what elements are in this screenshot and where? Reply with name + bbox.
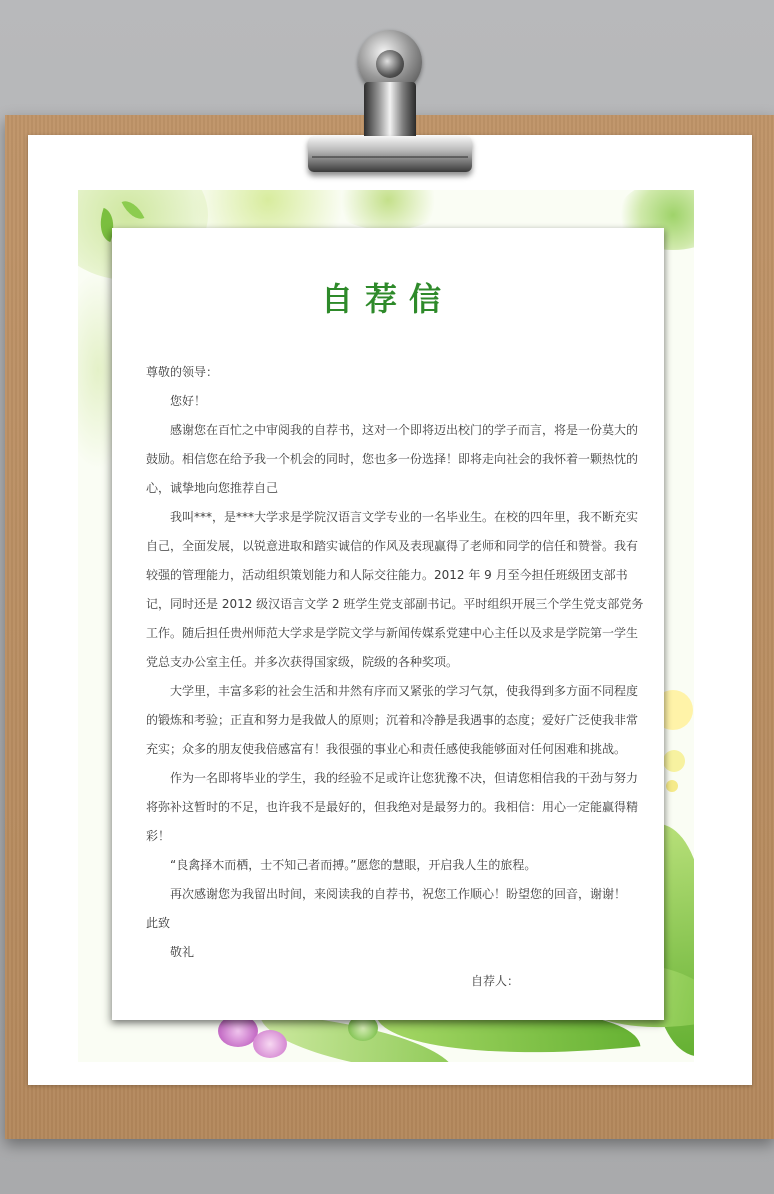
paragraph-university: 大学里，丰富多彩的社会生活和井然有序而又紧张的学习气氛，使我得到多方面不同程度的锻炼和考验；正直和努力是我做人的原则；沉着和冷静是我遇事的态度；爱好广泛使我非常充实；众多的朋友使我倍感富有！我很强的事业心和责任感使我能够面对任何困难和挑战。 xyxy=(146,684,639,756)
paragraph-introduction: 我叫***，是***大学求是学院汉语言文学专业的一名毕业生。在校的四年里，我不断充实自己，全面发展，以锐意进取和踏实诚信的作风及表现赢得了老师和同学的信任和赞誉。我有较强的管理能力，活动组织策划能力和人际交往能力。2012 年 9 月至今担任班级团支部书记，同时还是 2012 级汉语言文学 2 班学生党支部副书记。平时组织开展三个学生党支部党务工作。随后担任贵州师范大学求是学院文学与新闻传媒系党建中心主任以及求是学院第一学生党总支办公室主任。并多次获得国家级，院级的各种奖项。 xyxy=(146,510,644,669)
closing-line-1: 此致 xyxy=(146,916,171,930)
signature: 自荐人： xyxy=(471,974,520,988)
page-title: 自荐信 xyxy=(320,280,453,318)
closing-line-2: 敬礼 xyxy=(170,945,195,959)
paragraph-commitment: 作为一名即将毕业的学生，我的经验不足或许让您犹豫不决，但请您相信我的干劲与努力将弥补这暂时的不足，也许我不是最好的，但我绝对是最努力的。我相信：用心一定能赢得精彩！ xyxy=(146,771,639,843)
salutation: 尊敬的领导： xyxy=(146,365,219,379)
paragraph-thanks: 感谢您在百忙之中审阅我的自荐书，这对一个即将迈出校门的学子而言，将是一份莫大的鼓励。相信您在给予我一个机会的同时，您也多一份选择！即将走向社会的我怀着一颗热忱的心，诚挚地向您推荐自己 xyxy=(146,423,639,495)
letter-body xyxy=(146,358,646,996)
paragraph-closing: 再次感谢您为我留出时间，来阅读我的自荐书，祝您工作顺心！盼望您的回音，谢谢！ xyxy=(170,887,627,901)
greeting: 您好！ xyxy=(170,394,207,408)
paragraph-quote: “良禽择木而栖，士不知己者而搏。”愿您的慧眼，开启我人生的旅程。 xyxy=(170,858,537,872)
binder-clip-icon xyxy=(300,24,480,184)
